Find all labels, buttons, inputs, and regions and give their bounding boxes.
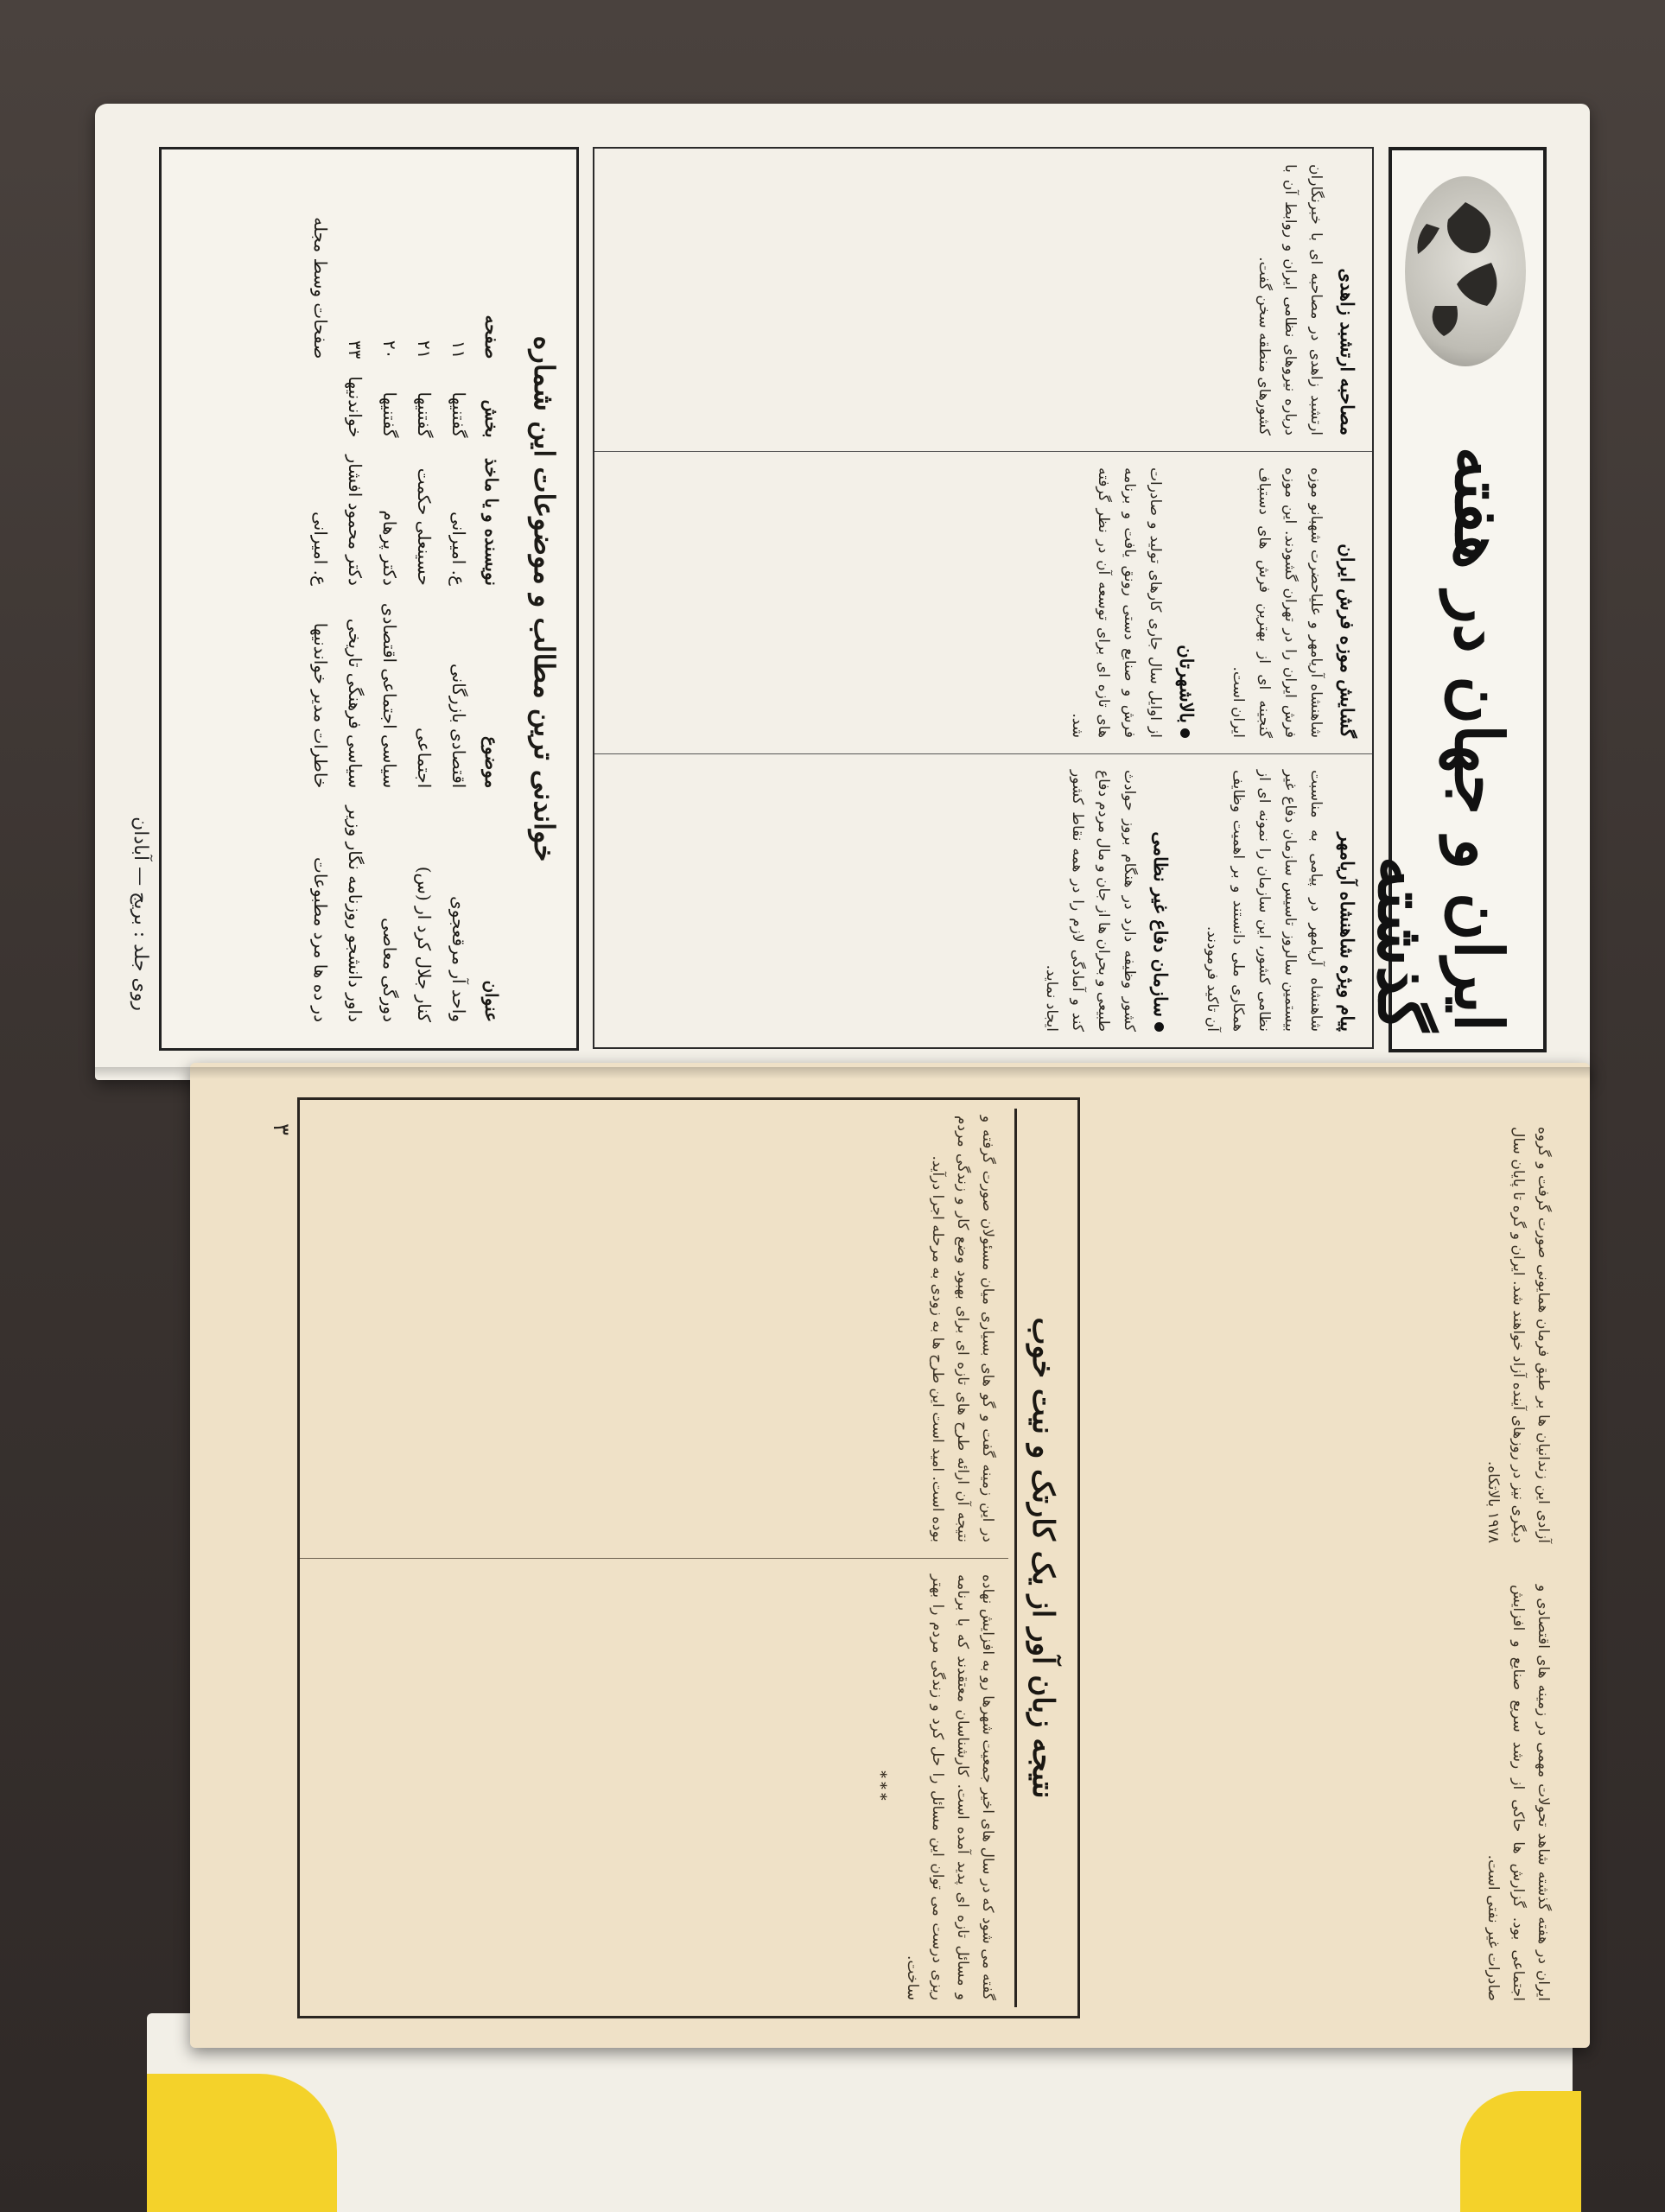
toc-header-row bbox=[476, 208, 507, 1031]
toc-column-header: موضوع bbox=[481, 736, 502, 789]
article-body: در این زمینه گفت و گو های بسیاری میان مسئولان صورت گرفته و نتیجه آن ارائه طرح های تازه ای برای بهبود وضع کار و زندگی مردم بوده است. امید است این طرح ها به زودی به مرحله اجرا درآید. bbox=[929, 1116, 996, 1542]
article-heading: گشایش موزه فرش ایران bbox=[1337, 543, 1358, 738]
toc-cell: دورگی معاصی bbox=[379, 918, 400, 1022]
article-title: نتیجه زبان آور از یک کارتک و نیت خوب bbox=[1014, 1109, 1069, 2007]
article-column bbox=[594, 149, 1372, 451]
cover-yellow-shape bbox=[1460, 2091, 1581, 2212]
toc-cell: ع. امیرانی bbox=[448, 512, 469, 586]
toc-cell: اقتصادی بازرگانی bbox=[448, 663, 469, 789]
upper-text-block bbox=[1097, 1097, 1564, 2013]
toc-row bbox=[372, 208, 407, 1031]
toc-cell: ۲۱ bbox=[414, 340, 435, 359]
toc-column-header: صفحه bbox=[481, 315, 502, 359]
toc-cell: واحد آر مرقعجوی bbox=[448, 896, 469, 1022]
article-body: کشور وظیفه دارد در هنگام بروز حوادث طبیعی و بحران ها از جان و مال مردم دفاع کند و آمادگی لازم را در همه نقاط کشور ایجاد نماید. bbox=[1043, 770, 1138, 1032]
masthead-title: ایران و جهان در هفته گذشته bbox=[1363, 446, 1517, 1032]
article-column bbox=[300, 1100, 1008, 1558]
bottom-page-content bbox=[216, 1097, 1564, 2013]
toc-cell: ۲۰ bbox=[379, 340, 400, 359]
toc-cell: گفتنیها bbox=[414, 391, 435, 438]
toc-row bbox=[442, 208, 476, 1031]
table-of-contents bbox=[159, 147, 579, 1051]
toc-cell: گفتنیها bbox=[379, 391, 400, 438]
text-column: ایران در هفته گذشته شاهد تحولات مهمی در زمینه های اقتصادی و اجتماعی بود. گزارش ها حاکی از رشد سریع صنایع و افزایش صادرات غیر نفتی است. bbox=[1484, 1585, 1552, 2001]
text-column: آزادی این زندانیان ها بر طبق فرمان همایونی صورت گرفت و گروه دیگری نیز در روزهای آینده آزاد خواهند شد. ایران و گره تا پایان سال ۱۹۷۸ بالاتکاه. bbox=[1484, 1127, 1552, 1543]
toc-cell: دکتر پرهام bbox=[379, 510, 400, 586]
article-body: شاهنشاه آریامهر و علیاحضرت شهبانو موزه فرش ایران را در تهران گشودند. این موزه گنجینه ای از بهترین فرش های دستباف ایران است. bbox=[1230, 467, 1325, 738]
globe-icon bbox=[1405, 176, 1526, 366]
toc-cell: ۱۱ bbox=[448, 340, 469, 359]
toc-cell: سیاسی فرهنگی تاریخی bbox=[345, 618, 365, 789]
toc-cell: صفحات وسط مجله bbox=[310, 217, 331, 359]
boxed-article bbox=[297, 1097, 1080, 2018]
article-body: شاهنشاه آریامهر در پیامی به مناسبت بیستمین سالروز تاسیس سازمان دفاع غیر نظامی کشور، این سازمان را نمونه ای از همکاری ملی دانستند و بر اهمیت وظایف آن تاکید فرمودند. bbox=[1204, 770, 1325, 1032]
toc-column-header: نویسنده و یا ماخذ bbox=[481, 457, 502, 586]
toc-cell: در ده ها مرد مطبوعات bbox=[310, 856, 331, 1022]
toc-cell: گفتنیها bbox=[448, 391, 469, 438]
article-body: ارتشبد زاهدی در مصاحبه ای با خبرنگاران درباره نیروهای نظامی ایران و روابط آن با کشورهای منطقه سخن گفت. bbox=[1255, 164, 1325, 435]
section-separator: *** bbox=[872, 1770, 889, 1804]
article-body: از اوایل سال جاری کارهای تولید و صادرات فرش و صنایع دستی رونق یافت و برنامه های تازه ای برای توسعه آن در نظر گرفته شد. bbox=[1069, 467, 1164, 738]
toc-column-header: عنوان bbox=[481, 980, 502, 1022]
toc-table bbox=[303, 208, 507, 1031]
cover-caption: روی جلد : بریج — آبادان bbox=[130, 817, 151, 1011]
top-page-content bbox=[130, 147, 1547, 1046]
article-heading: مصاحبه ارتشبد زاهدی bbox=[1337, 268, 1358, 435]
article-heading: پیام ویژه شاهنشاه آریامهر bbox=[1337, 832, 1358, 1032]
toc-cell: خاطرات مدیر خواندنیها bbox=[310, 622, 331, 789]
article-heading: سازمان دفاع غیر نظامی bbox=[1147, 770, 1173, 1032]
toc-cell: کنار جلال کرد ار (س) bbox=[414, 866, 435, 1022]
article-column bbox=[300, 1558, 1008, 2016]
toc-row bbox=[407, 208, 442, 1031]
toc-cell: حسینعلی حکمت bbox=[414, 467, 435, 586]
cover-yellow-shape bbox=[147, 2074, 337, 2212]
article-heading: بالاشهرتان bbox=[1173, 467, 1199, 738]
toc-cell: سیاسی اجتماعی اقتصادی bbox=[379, 602, 400, 789]
toc-row bbox=[338, 208, 372, 1031]
toc-cell bbox=[303, 367, 338, 446]
masthead bbox=[1363, 147, 1547, 1052]
article-column bbox=[594, 451, 1372, 753]
article-column bbox=[594, 753, 1372, 1047]
toc-cell: ع. امیرانی bbox=[310, 512, 331, 586]
toc-cell: داور دانشجو روزنامه نگار وزیر bbox=[345, 805, 365, 1022]
toc-row bbox=[303, 208, 338, 1031]
toc-column-header: بخش bbox=[481, 399, 502, 438]
bullet-icon bbox=[1154, 1022, 1164, 1032]
article-body: گفته می شود که در سال های اخیر جمعیت شهرها رو به افزایش نهاده و مسائل تازه ای پدید آمده است. کارشناسان معتقدند که با برنامه ریزی درست می توان این مسائل را حل کرد و زندگی مردم را بهتر ساخت. bbox=[904, 1574, 996, 2000]
toc-cell: اجتماعی bbox=[414, 728, 435, 789]
page-spine bbox=[95, 1067, 1590, 1079]
toc-cell: دکتر محمود افشار bbox=[345, 454, 365, 586]
toc-cell: ۳۳ bbox=[345, 340, 365, 359]
toc-heading: خواندنی ترین مطالب و موضوعات این شماره bbox=[528, 335, 561, 862]
page-number: ۳ bbox=[268, 1123, 294, 1135]
news-columns bbox=[593, 147, 1374, 1049]
toc-cell: خواندنیها bbox=[345, 376, 365, 438]
bullet-icon bbox=[1180, 728, 1190, 738]
